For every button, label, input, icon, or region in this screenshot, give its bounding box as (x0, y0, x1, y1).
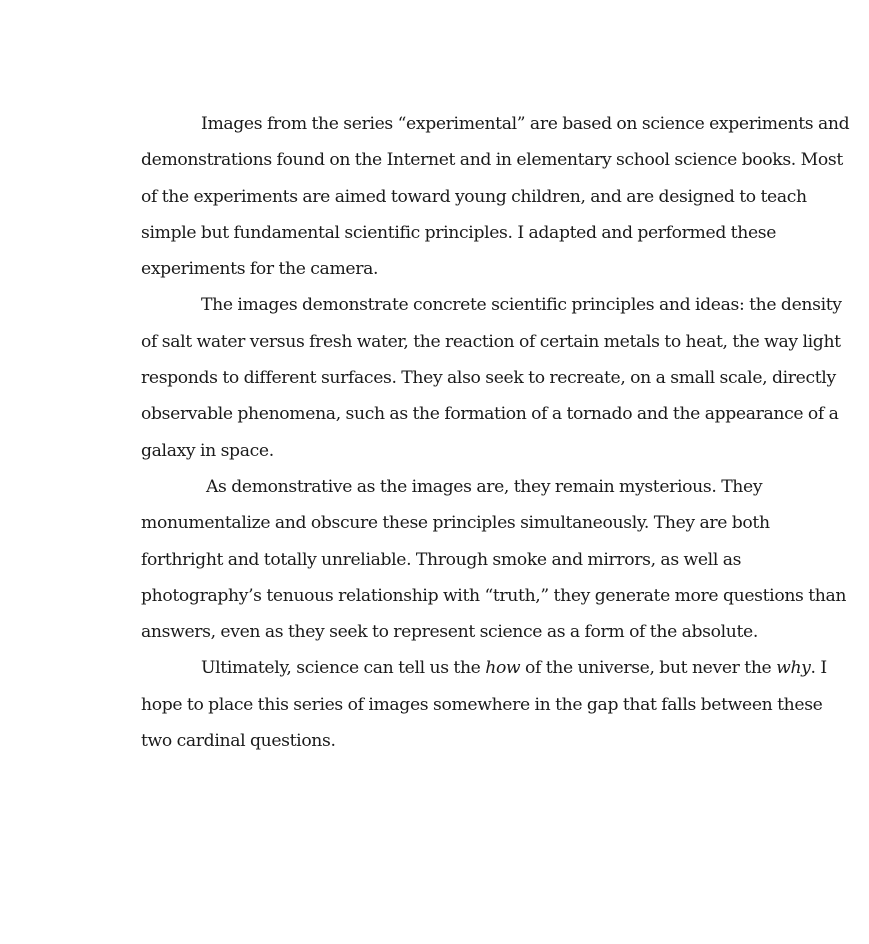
paragraph-2-line-4: observable phenomena, such as the formation of a tornado and the appearance of a (141, 404, 839, 425)
paragraph-2-line-1: The images demonstrate concrete scientific principles and ideas: the density (201, 295, 842, 316)
paragraph-1 (81, 106, 850, 287)
paragraph-4-line-1 (81, 650, 827, 686)
paragraph-1-line-3: of the experiments are aimed toward young children, and are designed to teach (141, 186, 807, 207)
paragraph-2-line-2: of salt water versus fresh water, the reaction of certain metals to heat, the way light (141, 331, 841, 352)
paragraph-1-line-2: demonstrations found on the Internet and in elementary school science books. Most (141, 150, 843, 171)
emphasis-why: why (776, 658, 811, 679)
paragraph-1-line-5: experiments for the camera. (141, 259, 379, 280)
artist-statement (81, 106, 850, 759)
paragraph-4-line-2: hope to place this series of images somewhere in the gap that falls between these (141, 694, 823, 715)
paragraph-4 (81, 650, 827, 759)
paragraph-2-line-3: responds to different surfaces. They also seek to recreate, on a small scale, directly (141, 368, 836, 389)
paragraph-3-line-3: forthright and totally unreliable. Through smoke and mirrors, as well as (141, 549, 742, 570)
paragraph-4-text-c: . I (810, 658, 827, 679)
paragraph-3-line-5: answers, even as they seek to represent science as a form of the absolute. (141, 622, 758, 643)
paragraph-3-line-2: monumentalize and obscure these principles simultaneously. They are both (141, 513, 770, 534)
paragraph-4-text-b: of the universe, but never the (520, 658, 777, 679)
paragraph-4-text-a: Ultimately, science can tell us the (201, 658, 486, 679)
paragraph-4-line-3: two cardinal questions. (141, 731, 336, 752)
paragraph-1-line-1: Images from the series “experimental” are based on science experiments and (201, 114, 850, 134)
paragraph-2 (81, 287, 842, 468)
paragraph-3 (81, 469, 847, 650)
paragraph-3-line-4: photography’s tenuous relationship with “truth,” they generate more questions than (141, 585, 847, 606)
paragraph-1-line-4: simple but fundamental scientific principles. I adapted and performed these (141, 222, 777, 243)
paragraph-3-line-1: As demonstrative as the images are, they remain mysterious. They (206, 476, 763, 497)
paragraph-2-line-5: galaxy in space. (141, 440, 274, 461)
emphasis-how: how (485, 658, 521, 679)
